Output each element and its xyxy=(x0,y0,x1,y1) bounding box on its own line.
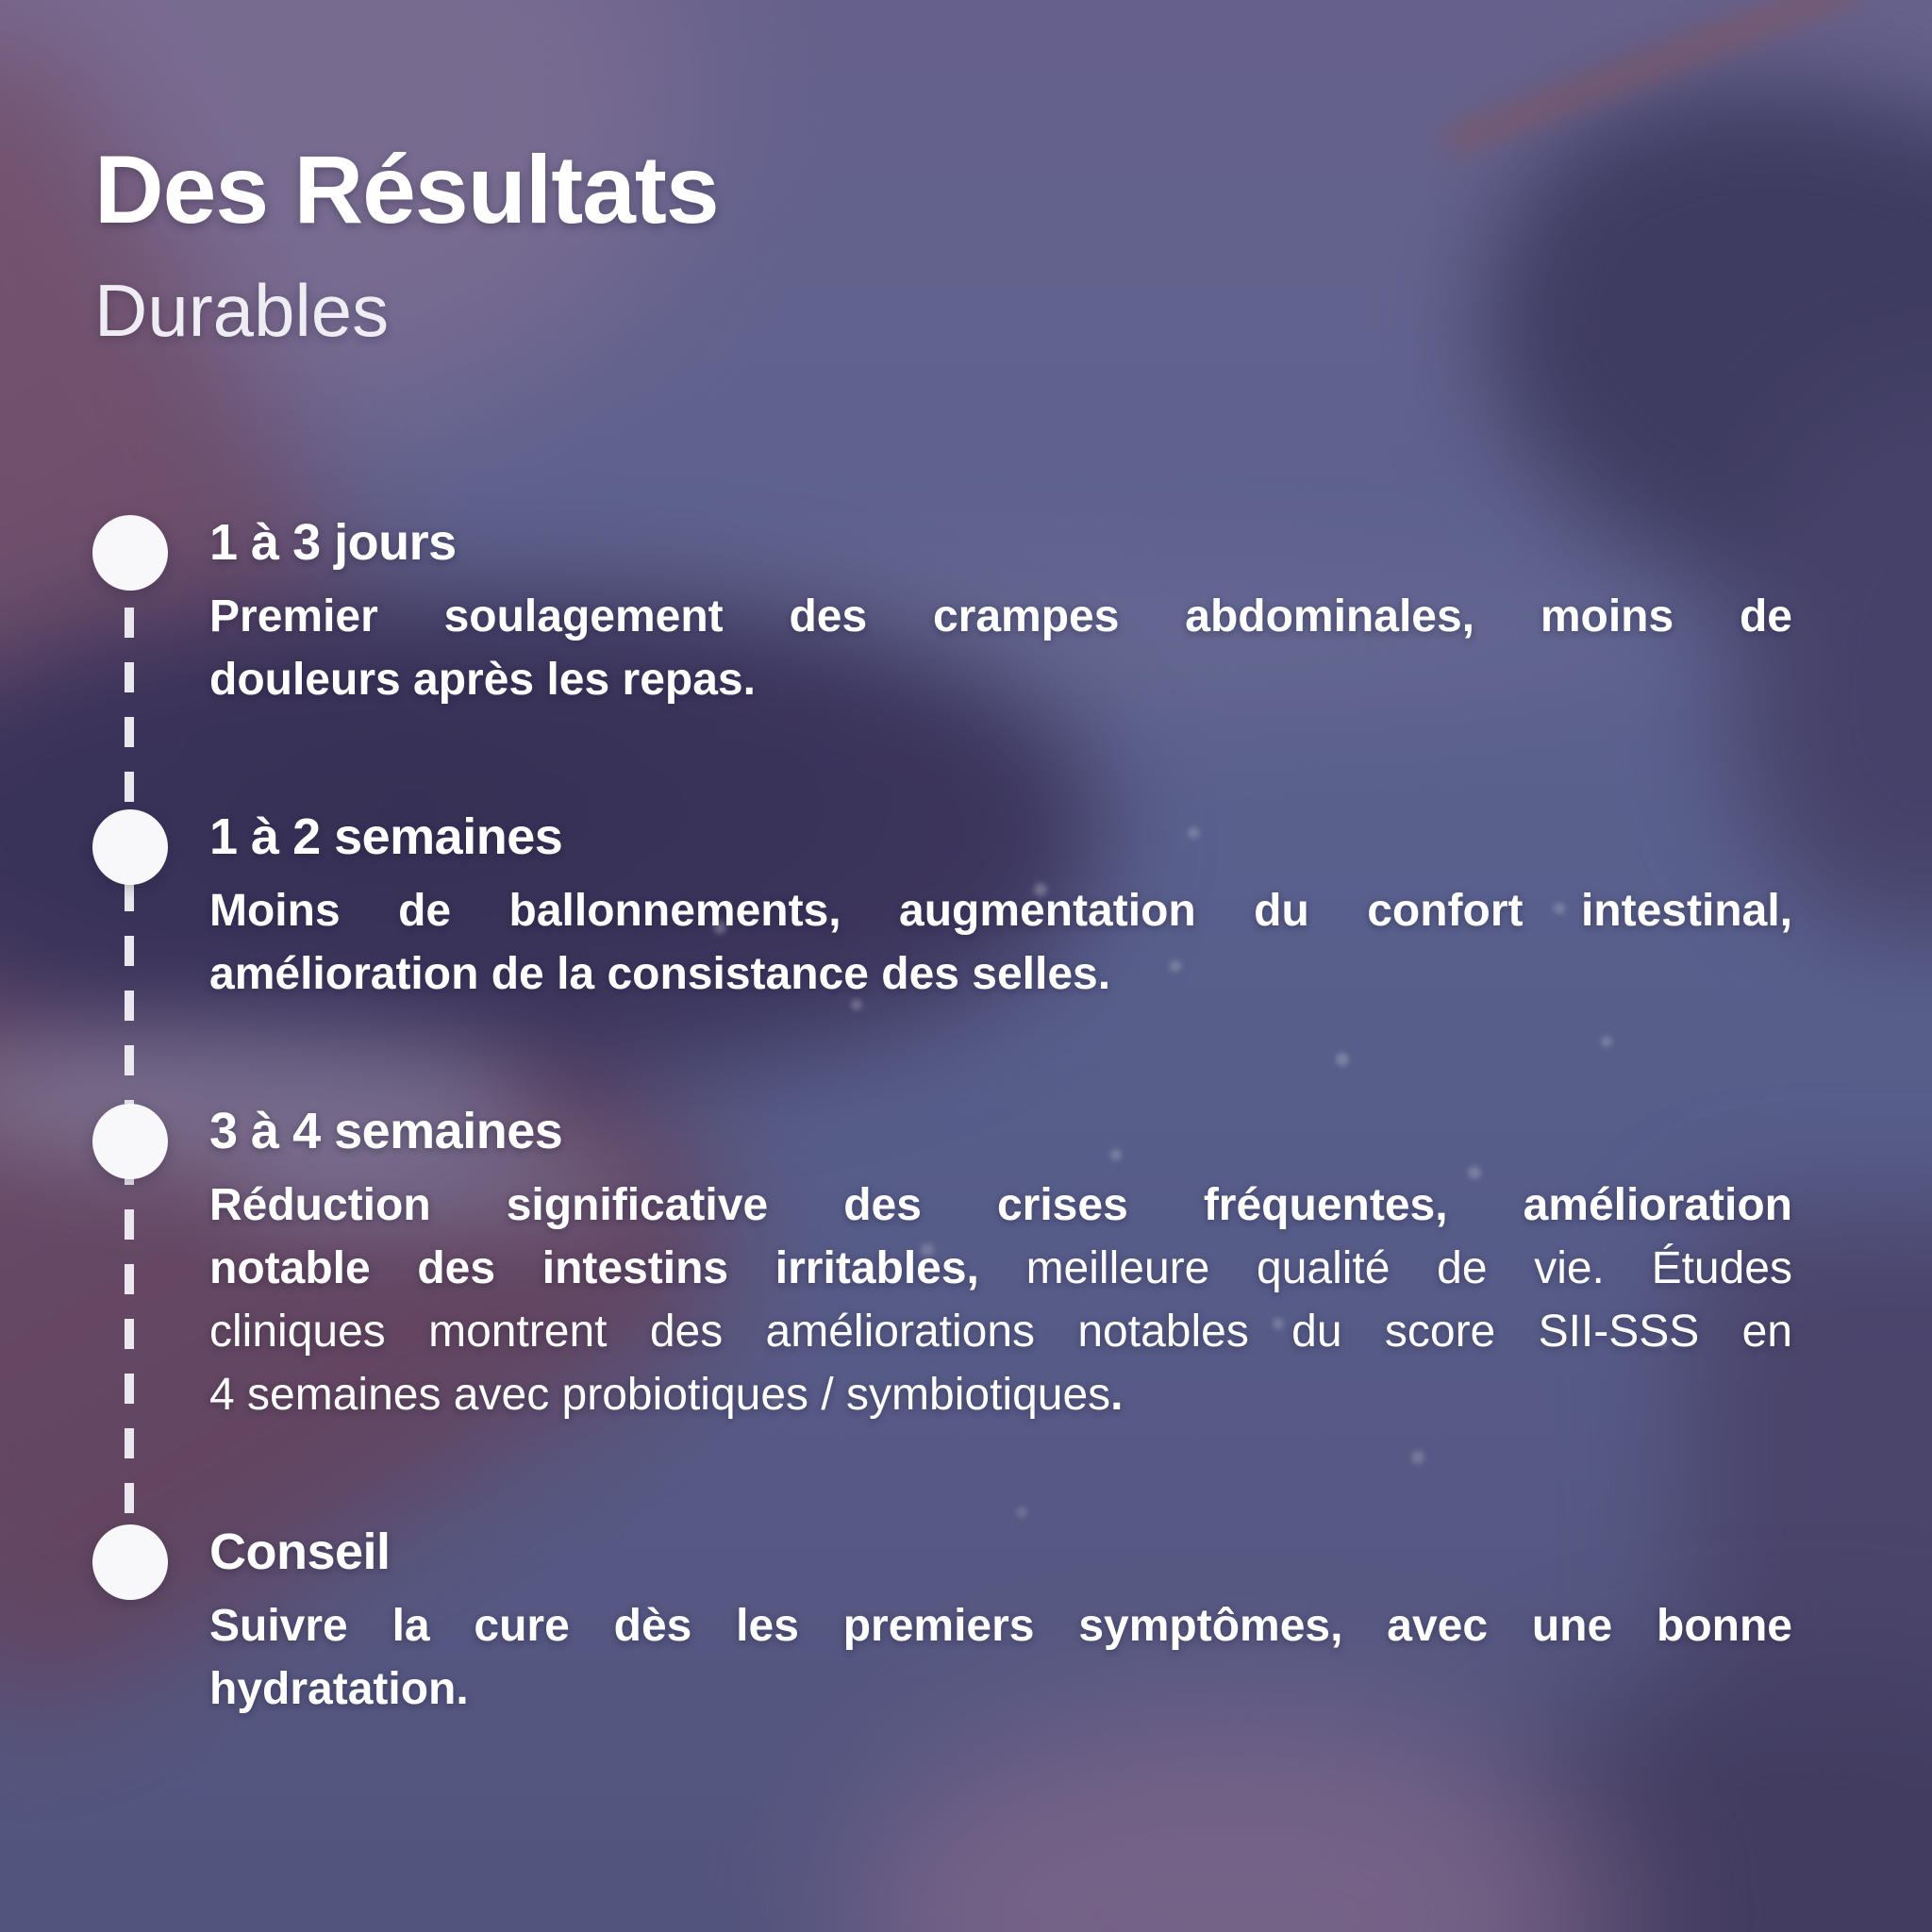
body-text-bold: Premier soulagement des crampes abdominales, moins de xyxy=(209,591,1792,641)
body-text-regular: cliniques montrent des améliorations notables du score SII-SSS en xyxy=(209,1307,1792,1357)
timeline-item-heading: 1 à 2 semaines xyxy=(209,808,563,865)
body-text-bold: notable des intestins irritables, xyxy=(209,1243,979,1293)
timeline-item xyxy=(209,1104,1792,1426)
body-text-regular: 4 semaines avec probiotiques / symbiotiques xyxy=(209,1370,1111,1420)
body-text-regular: meilleure qualité de vie. Études xyxy=(978,1243,1792,1293)
page-title: Des Résultats xyxy=(94,136,719,243)
body-text-bold: douleurs après les repas. xyxy=(209,655,756,705)
timeline-dot xyxy=(92,809,168,885)
timeline-item xyxy=(209,1524,1792,1721)
timeline-body-line xyxy=(209,1237,1792,1300)
timeline xyxy=(94,515,1792,1721)
body-text-bold: Suivre la cure dès les premiers symptômes, avec une bonne xyxy=(209,1601,1792,1651)
body-text-bold: . xyxy=(1110,1370,1124,1420)
timeline-item-body xyxy=(209,1594,1792,1721)
body-text-bold: hydratation. xyxy=(209,1664,469,1714)
content-area xyxy=(94,132,1792,1721)
timeline-dot xyxy=(92,1524,168,1600)
timeline-body-line xyxy=(209,879,1792,942)
timeline-dot xyxy=(92,515,168,591)
body-text-bold: Réduction significative des crises fréquentes, amélioration xyxy=(209,1180,1792,1230)
body-text-bold: Moins de ballonnements, augmentation du confort intestinal, xyxy=(209,886,1792,936)
timeline-item-body xyxy=(209,1174,1792,1426)
timeline-dot xyxy=(92,1104,168,1179)
timeline-item-heading: 3 à 4 semaines xyxy=(209,1103,563,1159)
page-subtitle: Durables xyxy=(94,269,390,352)
timeline-item xyxy=(209,809,1792,1006)
timeline-body-line xyxy=(209,585,1792,648)
timeline-item-heading: Conseil xyxy=(209,1524,391,1580)
timeline-item-body xyxy=(209,585,1792,711)
timeline-body-line xyxy=(209,942,1792,1006)
timeline-body-line xyxy=(209,1657,1792,1721)
timeline-item-body xyxy=(209,879,1792,1006)
timeline-dashed-line xyxy=(125,553,134,1562)
timeline-item xyxy=(209,515,1792,711)
timeline-body-line xyxy=(209,1363,1792,1426)
timeline-body-line xyxy=(209,1594,1792,1657)
timeline-items xyxy=(209,515,1792,1721)
timeline-item-heading: 1 à 3 jours xyxy=(209,514,457,571)
body-text-bold: amélioration de la consistance des selles. xyxy=(209,949,1111,999)
timeline-body-line xyxy=(209,1300,1792,1363)
timeline-body-line xyxy=(209,1174,1792,1237)
timeline-body-line xyxy=(209,648,1792,711)
